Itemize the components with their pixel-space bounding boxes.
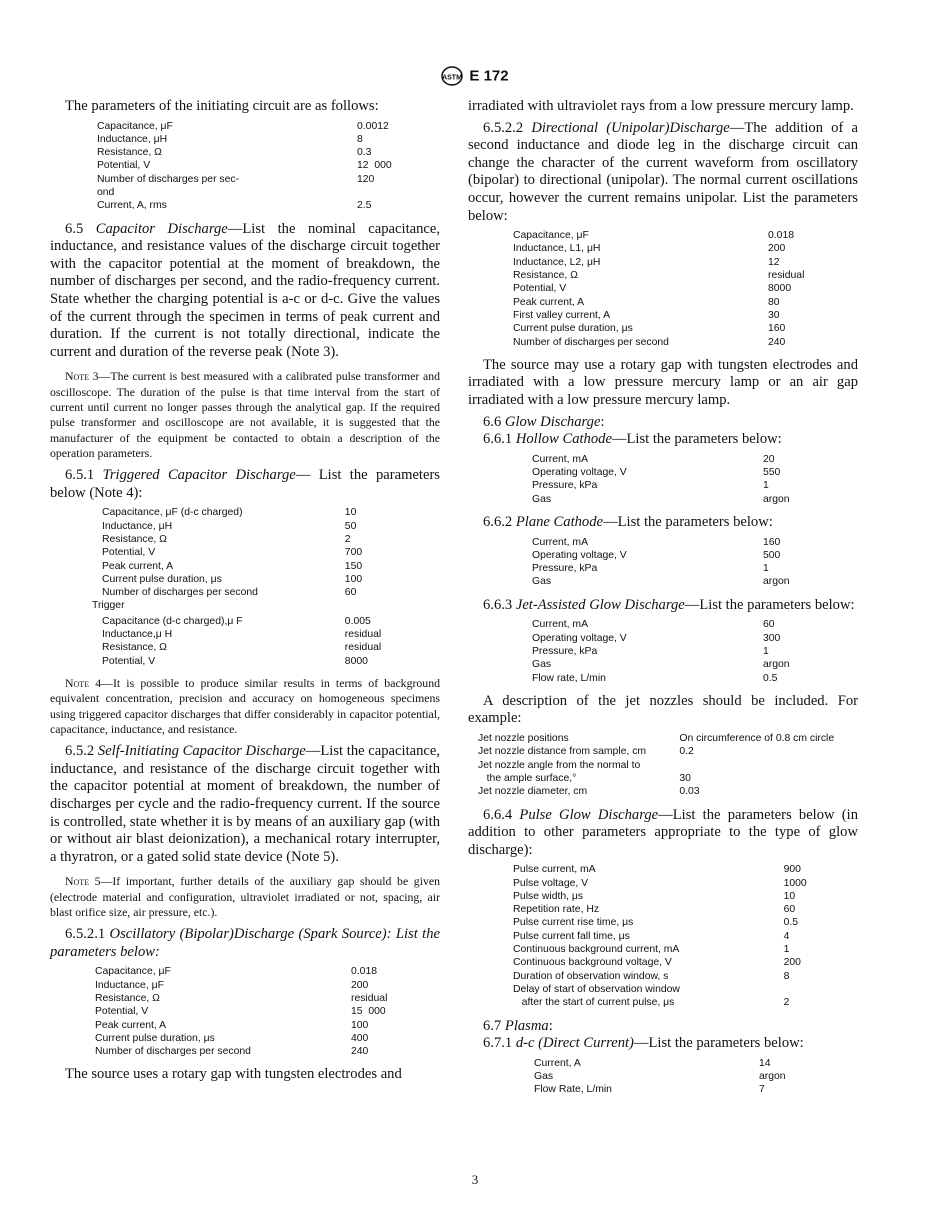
param-value: 400 bbox=[351, 1032, 369, 1044]
param-label: Resistance, Ω bbox=[513, 270, 578, 282]
param-label: Pressure, kPa bbox=[532, 480, 598, 492]
param-value: 200 bbox=[783, 957, 801, 969]
table-row bbox=[92, 641, 412, 654]
param-value: argon bbox=[759, 1071, 786, 1083]
table-row bbox=[513, 269, 853, 282]
param-label: Peak current, A bbox=[102, 560, 174, 572]
param-label: Pulse width, μs bbox=[513, 890, 584, 902]
param-label: Current pulse duration, μs bbox=[513, 323, 633, 335]
table-row bbox=[92, 628, 412, 641]
param-value: residual bbox=[344, 629, 382, 641]
pulse-glow-table bbox=[513, 863, 843, 1009]
right-column bbox=[468, 98, 858, 1105]
section-6-6: 6.6 Glow Discharge: bbox=[483, 413, 605, 430]
param-value: 0.3 bbox=[357, 147, 372, 159]
table-row bbox=[97, 120, 422, 133]
table-row bbox=[534, 1070, 834, 1083]
param-value: 2.5 bbox=[357, 200, 372, 212]
param-value: 0.03 bbox=[679, 786, 700, 798]
param-label: Jet nozzle diameter, cm bbox=[478, 786, 588, 798]
param-value: 7 bbox=[759, 1084, 765, 1096]
table-row bbox=[97, 199, 422, 212]
source-text: The source may use a rotary gap with tungsten electrodes and irradiated with a low pressure mercury lamp or an air gap irradiated with a low pressure mercury lamp. bbox=[468, 356, 858, 409]
param-value: 1 bbox=[783, 944, 790, 956]
nozzle-table bbox=[478, 732, 858, 798]
table-row bbox=[478, 732, 858, 745]
param-label: Delay of start of observation window bbox=[513, 983, 680, 995]
param-label: Number of discharges per second bbox=[95, 1046, 251, 1058]
table-row bbox=[532, 466, 832, 479]
triggered-table-b bbox=[92, 615, 412, 668]
param-value: 200 bbox=[768, 243, 786, 255]
table-row bbox=[513, 890, 843, 903]
param-value: 200 bbox=[351, 979, 369, 991]
table-row bbox=[532, 672, 832, 685]
param-value: 14 bbox=[759, 1057, 771, 1069]
jet-assisted-table bbox=[532, 618, 832, 684]
param-label: Inductance,μ H bbox=[102, 629, 173, 641]
table-row bbox=[92, 615, 412, 628]
table-row bbox=[532, 618, 832, 631]
table-row bbox=[92, 655, 412, 668]
table-row bbox=[95, 992, 415, 1005]
param-value: 0.5 bbox=[783, 917, 799, 929]
param-value: 0.0012 bbox=[357, 120, 389, 132]
directional-table bbox=[513, 229, 853, 349]
param-label: Resistance, Ω bbox=[95, 992, 160, 1004]
intro-text: The parameters of the initiating circuit are as follows: bbox=[65, 98, 379, 114]
table-row bbox=[534, 1057, 834, 1070]
param-label: Jet nozzle distance from sample, cm bbox=[478, 746, 647, 758]
param-value: 500 bbox=[763, 549, 781, 561]
param-label: Resistance, Ω bbox=[102, 533, 167, 545]
param-label: Inductance, μH bbox=[97, 133, 168, 145]
param-label: Operating voltage, V bbox=[532, 632, 627, 644]
table-row bbox=[532, 536, 832, 549]
table-row bbox=[95, 1032, 415, 1045]
param-label: Peak current, A bbox=[95, 1019, 167, 1031]
table-row bbox=[95, 965, 415, 978]
table-row bbox=[513, 943, 843, 956]
triggered-table-a bbox=[92, 506, 412, 599]
param-value: 150 bbox=[344, 560, 363, 572]
param-value: 700 bbox=[344, 547, 363, 559]
table-row bbox=[92, 506, 412, 519]
param-label: Inductance, L2, μH bbox=[513, 256, 601, 268]
dc-plasma-table bbox=[534, 1057, 834, 1097]
table-row bbox=[513, 256, 853, 269]
param-value: On circumference of 0.8 cm circle bbox=[679, 733, 835, 745]
table-row bbox=[513, 930, 843, 943]
param-label: Current, A, rms bbox=[97, 200, 167, 212]
param-value: 0.018 bbox=[351, 966, 378, 978]
param-value: 1 bbox=[763, 480, 769, 492]
table-row bbox=[513, 282, 853, 295]
note-3: Note 3—The current is best measured with a calibrated pulse transformer and oscilloscope. The duration of the pulse is that time interval from the start of current until current no longer passes through the analytical gap. If the required pulse transformer and oscilloscope are not available, it is suggested that the manufacturer of the equipment be contacted to obtain a description of the operation parameters. bbox=[50, 369, 441, 460]
table-row bbox=[513, 877, 843, 890]
param-value: 60 bbox=[783, 904, 796, 916]
table-row bbox=[532, 453, 832, 466]
param-value: 4 bbox=[783, 930, 790, 942]
param-value: 20 bbox=[763, 453, 775, 465]
table-row bbox=[92, 586, 412, 599]
table-row bbox=[513, 242, 853, 255]
table-row bbox=[478, 759, 858, 772]
param-value: 8000 bbox=[344, 655, 368, 667]
param-value: 1 bbox=[763, 563, 769, 575]
param-value: 240 bbox=[768, 336, 786, 348]
param-label: Potential, V bbox=[102, 547, 156, 559]
nozzle-intro: A description of the jet nozzles should be included. For example: bbox=[468, 692, 858, 727]
param-value: 15 000 bbox=[351, 1006, 386, 1018]
param-label: Number of discharges per second bbox=[513, 336, 669, 348]
param-value: residual bbox=[768, 270, 805, 282]
table-row bbox=[532, 575, 832, 588]
section-6-7-1: 6.7.1 d-c (Direct Current)—List the parameters below: bbox=[483, 1035, 804, 1052]
param-label: Gas bbox=[532, 576, 552, 588]
param-label: Capacitance, μF (d-c charged) bbox=[102, 507, 243, 519]
oscillatory-table bbox=[95, 965, 415, 1058]
param-label: Capacitance, μF bbox=[95, 966, 171, 978]
param-value: 12 bbox=[768, 256, 780, 268]
table-row bbox=[532, 632, 832, 645]
param-label: Pressure, kPa bbox=[532, 645, 598, 657]
param-value: argon bbox=[763, 659, 790, 671]
table-row bbox=[513, 956, 843, 969]
param-value: 0.2 bbox=[679, 746, 694, 758]
table-row bbox=[534, 1083, 834, 1096]
param-label: Gas bbox=[532, 493, 552, 505]
param-value: 60 bbox=[763, 619, 775, 631]
closing-text: The source uses a rotary gap with tungsten electrodes and bbox=[65, 1066, 402, 1083]
table-row bbox=[513, 322, 853, 335]
left-column bbox=[50, 98, 440, 1088]
param-label: Pulse current rise time, μs bbox=[513, 917, 634, 929]
param-label: Resistance, Ω bbox=[97, 147, 162, 159]
section-6-5-2: 6.5.2 Self-Initiating Capacitor Discharge—List the capacitance, inductance, and resistance of the discharge circuit together with the capacitor potential at moment of breakdown, the number of discharges per cycle and the radio-frequency current. If the source is controlled, state whether it is by means of an auxiliary gap (with or without air blast deionization), a mechanical rotary interrupter, a thyratron, or a gated solid state device (Note 5). bbox=[50, 743, 441, 865]
param-value: 160 bbox=[768, 323, 786, 335]
param-label: Flow Rate, L/min bbox=[534, 1084, 612, 1096]
param-label: Capacitance (d-c charged),μ F bbox=[102, 615, 243, 627]
param-value: 30 bbox=[768, 309, 780, 321]
param-label: Potential, V bbox=[97, 160, 151, 172]
param-value: 80 bbox=[768, 296, 780, 308]
param-value: 0.018 bbox=[768, 230, 795, 242]
logo-text: ASTM bbox=[442, 74, 463, 82]
param-value: residual bbox=[351, 992, 388, 1004]
param-label: Continuous background voltage, V bbox=[513, 957, 672, 969]
section-6-7: 6.7 Plasma: bbox=[483, 1017, 553, 1034]
table-row bbox=[95, 1019, 415, 1032]
param-label: Flow rate, L/min bbox=[532, 672, 606, 684]
table-row bbox=[92, 560, 412, 573]
param-value: residual bbox=[344, 642, 382, 654]
param-label: Capacitance, μF bbox=[513, 230, 589, 242]
param-value: 900 bbox=[783, 864, 801, 876]
section-6-5-2-2: 6.5.2.2 Directional (Unipolar)Discharge—The addition of a second inductance and diode leg in the discharge circuit can change the character of the current waveform from oscillatory (bipolar) to directional (unipolar). The normal current oscillations occur, however the current remains unipolar. List the parameters below: bbox=[468, 119, 858, 224]
table-row bbox=[513, 336, 853, 349]
param-value: 100 bbox=[344, 573, 363, 585]
param-value: 550 bbox=[763, 467, 781, 479]
table-row bbox=[532, 493, 832, 506]
param-value: 120 bbox=[357, 173, 375, 185]
param-label: Operating voltage, V bbox=[532, 549, 627, 561]
param-value: 8 bbox=[357, 133, 363, 145]
plane-cathode-table bbox=[532, 536, 832, 589]
param-value: 10 bbox=[344, 507, 357, 519]
continuation-text: irradiated with ultraviolet rays from a low pressure mercury lamp. bbox=[468, 98, 854, 114]
table-row bbox=[513, 970, 843, 983]
param-label: Inductance, L1, μH bbox=[513, 243, 601, 255]
param-value: 10 bbox=[783, 890, 796, 902]
param-value: 240 bbox=[351, 1046, 369, 1058]
param-value: 60 bbox=[344, 587, 357, 599]
param-value: 0.005 bbox=[344, 615, 371, 627]
param-label: Number of discharges per second bbox=[102, 587, 258, 599]
table-row bbox=[95, 1005, 415, 1018]
trigger-label: Trigger bbox=[92, 600, 125, 612]
section-6-6-4: 6.6.4 Pulse Glow Discharge—List the parameters below (in addition to other parameters appropriate to the type of glow discharge): bbox=[468, 806, 858, 858]
param-label: Pressure, kPa bbox=[532, 563, 598, 575]
param-value: 2 bbox=[344, 533, 351, 545]
param-label: the ample surface,° bbox=[478, 772, 577, 784]
table-row bbox=[95, 1045, 415, 1058]
param-label: Current, mA bbox=[532, 453, 589, 465]
param-value: 30 bbox=[679, 772, 691, 784]
param-label: Potential, V bbox=[102, 655, 156, 667]
param-value: 100 bbox=[351, 1019, 369, 1031]
table-row bbox=[513, 916, 843, 929]
param-label: Jet nozzle angle from the normal to bbox=[478, 759, 641, 771]
param-value: argon bbox=[763, 576, 790, 588]
table-row bbox=[513, 863, 843, 876]
table-row bbox=[532, 658, 832, 671]
param-label: Jet nozzle positions bbox=[478, 733, 569, 745]
param-label: Duration of observation window, s bbox=[513, 970, 669, 982]
section-6-5: 6.5 Capacitor Discharge—List the nominal capacitance, inductance, and resistance values of the discharge circuit together with the capacitor potential at the moment of breakdown, the number of discharges per second, and the radio-frequency current. State whether the charging potential is a-c or d-c. Give the values of the current through the specimen in terms of peak current and duration. If the current is not totally directional, indicate the current and duration of the reverse peak (Note 3). bbox=[50, 220, 441, 360]
table-row bbox=[513, 296, 853, 309]
param-value: argon bbox=[763, 493, 790, 505]
param-label: Gas bbox=[534, 1071, 554, 1083]
table-row bbox=[478, 772, 858, 785]
standard-code: E 172 bbox=[469, 67, 509, 85]
param-label: Current, mA bbox=[532, 536, 589, 548]
init-table bbox=[97, 120, 422, 213]
param-label: after the start of current pulse, μs bbox=[513, 997, 675, 1009]
param-value: 0.5 bbox=[763, 672, 778, 684]
astm-logo-icon bbox=[441, 66, 463, 86]
table-row bbox=[95, 979, 415, 992]
table-row bbox=[92, 533, 412, 546]
table-row bbox=[513, 903, 843, 916]
param-label: Pulse voltage, V bbox=[513, 877, 589, 889]
note-5: Note 5—If important, further details of the auxiliary gap should be given (electrode material and configuration, ultraviolet irradiated or not, spacing, air blast orifice size, air pressure, etc.). bbox=[50, 874, 440, 919]
param-label: First valley current, A bbox=[513, 309, 611, 321]
table-row bbox=[532, 479, 832, 492]
hollow-cathode-table bbox=[532, 453, 832, 506]
param-label: Capacitance, μF bbox=[97, 120, 173, 132]
param-label: Continuous background current, mA bbox=[513, 944, 680, 956]
table-row bbox=[513, 983, 843, 996]
table-row bbox=[532, 645, 832, 658]
param-label: Repetition rate, Hz bbox=[513, 904, 600, 916]
param-label: Pulse current, mA bbox=[513, 864, 596, 876]
param-value: 1000 bbox=[783, 877, 807, 889]
table-row bbox=[97, 146, 422, 159]
param-label: Current, A bbox=[534, 1057, 581, 1069]
section-6-6-3: 6.6.3 Jet-Assisted Glow Discharge—List the parameters below: bbox=[483, 596, 855, 613]
param-label: Gas bbox=[532, 659, 552, 671]
section-6-6-2: 6.6.2 Plane Cathode—List the parameters below: bbox=[483, 513, 773, 530]
table-row bbox=[92, 520, 412, 533]
param-label: Current pulse duration, μs bbox=[102, 573, 222, 585]
param-label: Resistance, Ω bbox=[102, 642, 167, 654]
table-row bbox=[478, 745, 858, 758]
table-row bbox=[478, 785, 858, 798]
param-label: Peak current, A bbox=[513, 296, 585, 308]
table-row bbox=[513, 229, 853, 242]
table-row bbox=[513, 309, 853, 322]
note-4: Note 4—It is possible to produce similar results in terms of background equivalent concentration, precision and accuracy on homogeneous specimens using triggered capacitor discharges that differ considerably in capacitor potential, capacitance, inductance, and resistance. bbox=[50, 675, 440, 736]
param-label: Current, mA bbox=[532, 619, 589, 631]
param-value: 12 000 bbox=[357, 160, 392, 172]
table-row bbox=[97, 159, 422, 172]
section-6-6-1: 6.6.1 Hollow Cathode—List the parameters below: bbox=[483, 431, 782, 448]
table-row bbox=[92, 573, 412, 586]
param-label: Inductance, μH bbox=[102, 520, 173, 532]
param-value bbox=[784, 983, 843, 996]
param-value bbox=[679, 759, 858, 772]
page-header bbox=[0, 66, 950, 86]
param-value: 1 bbox=[763, 645, 769, 657]
table-row bbox=[97, 173, 422, 200]
section-6-5-2-1: 6.5.2.1 Oscillatory (Bipolar)Discharge (Spark Source): List the parameters below: bbox=[50, 926, 440, 960]
table-row bbox=[97, 133, 422, 146]
param-label: Potential, V bbox=[513, 283, 567, 295]
param-label: Pulse current fall time, μs bbox=[513, 930, 630, 942]
table-row bbox=[513, 996, 843, 1009]
param-value: 50 bbox=[344, 520, 357, 532]
param-value: 300 bbox=[763, 632, 781, 644]
table-row bbox=[532, 549, 832, 562]
param-value: 160 bbox=[763, 536, 781, 548]
section-6-5-1: 6.5.1 Triggered Capacitor Discharge— List the parameters below (Note 4): bbox=[50, 467, 440, 501]
page-number: 3 bbox=[471, 1172, 479, 1187]
param-label: Potential, V bbox=[95, 1006, 149, 1018]
table-row bbox=[532, 562, 832, 575]
param-label: Current pulse duration, μs bbox=[95, 1032, 215, 1044]
param-label: Inductance, μF bbox=[95, 979, 164, 991]
param-value: 2 bbox=[783, 997, 790, 1009]
param-value: 8 bbox=[783, 970, 790, 982]
table-row bbox=[92, 546, 412, 559]
param-label: Number of discharges per sec- ond bbox=[97, 173, 240, 199]
param-label: Operating voltage, V bbox=[532, 467, 627, 479]
param-value: 8000 bbox=[768, 283, 792, 295]
